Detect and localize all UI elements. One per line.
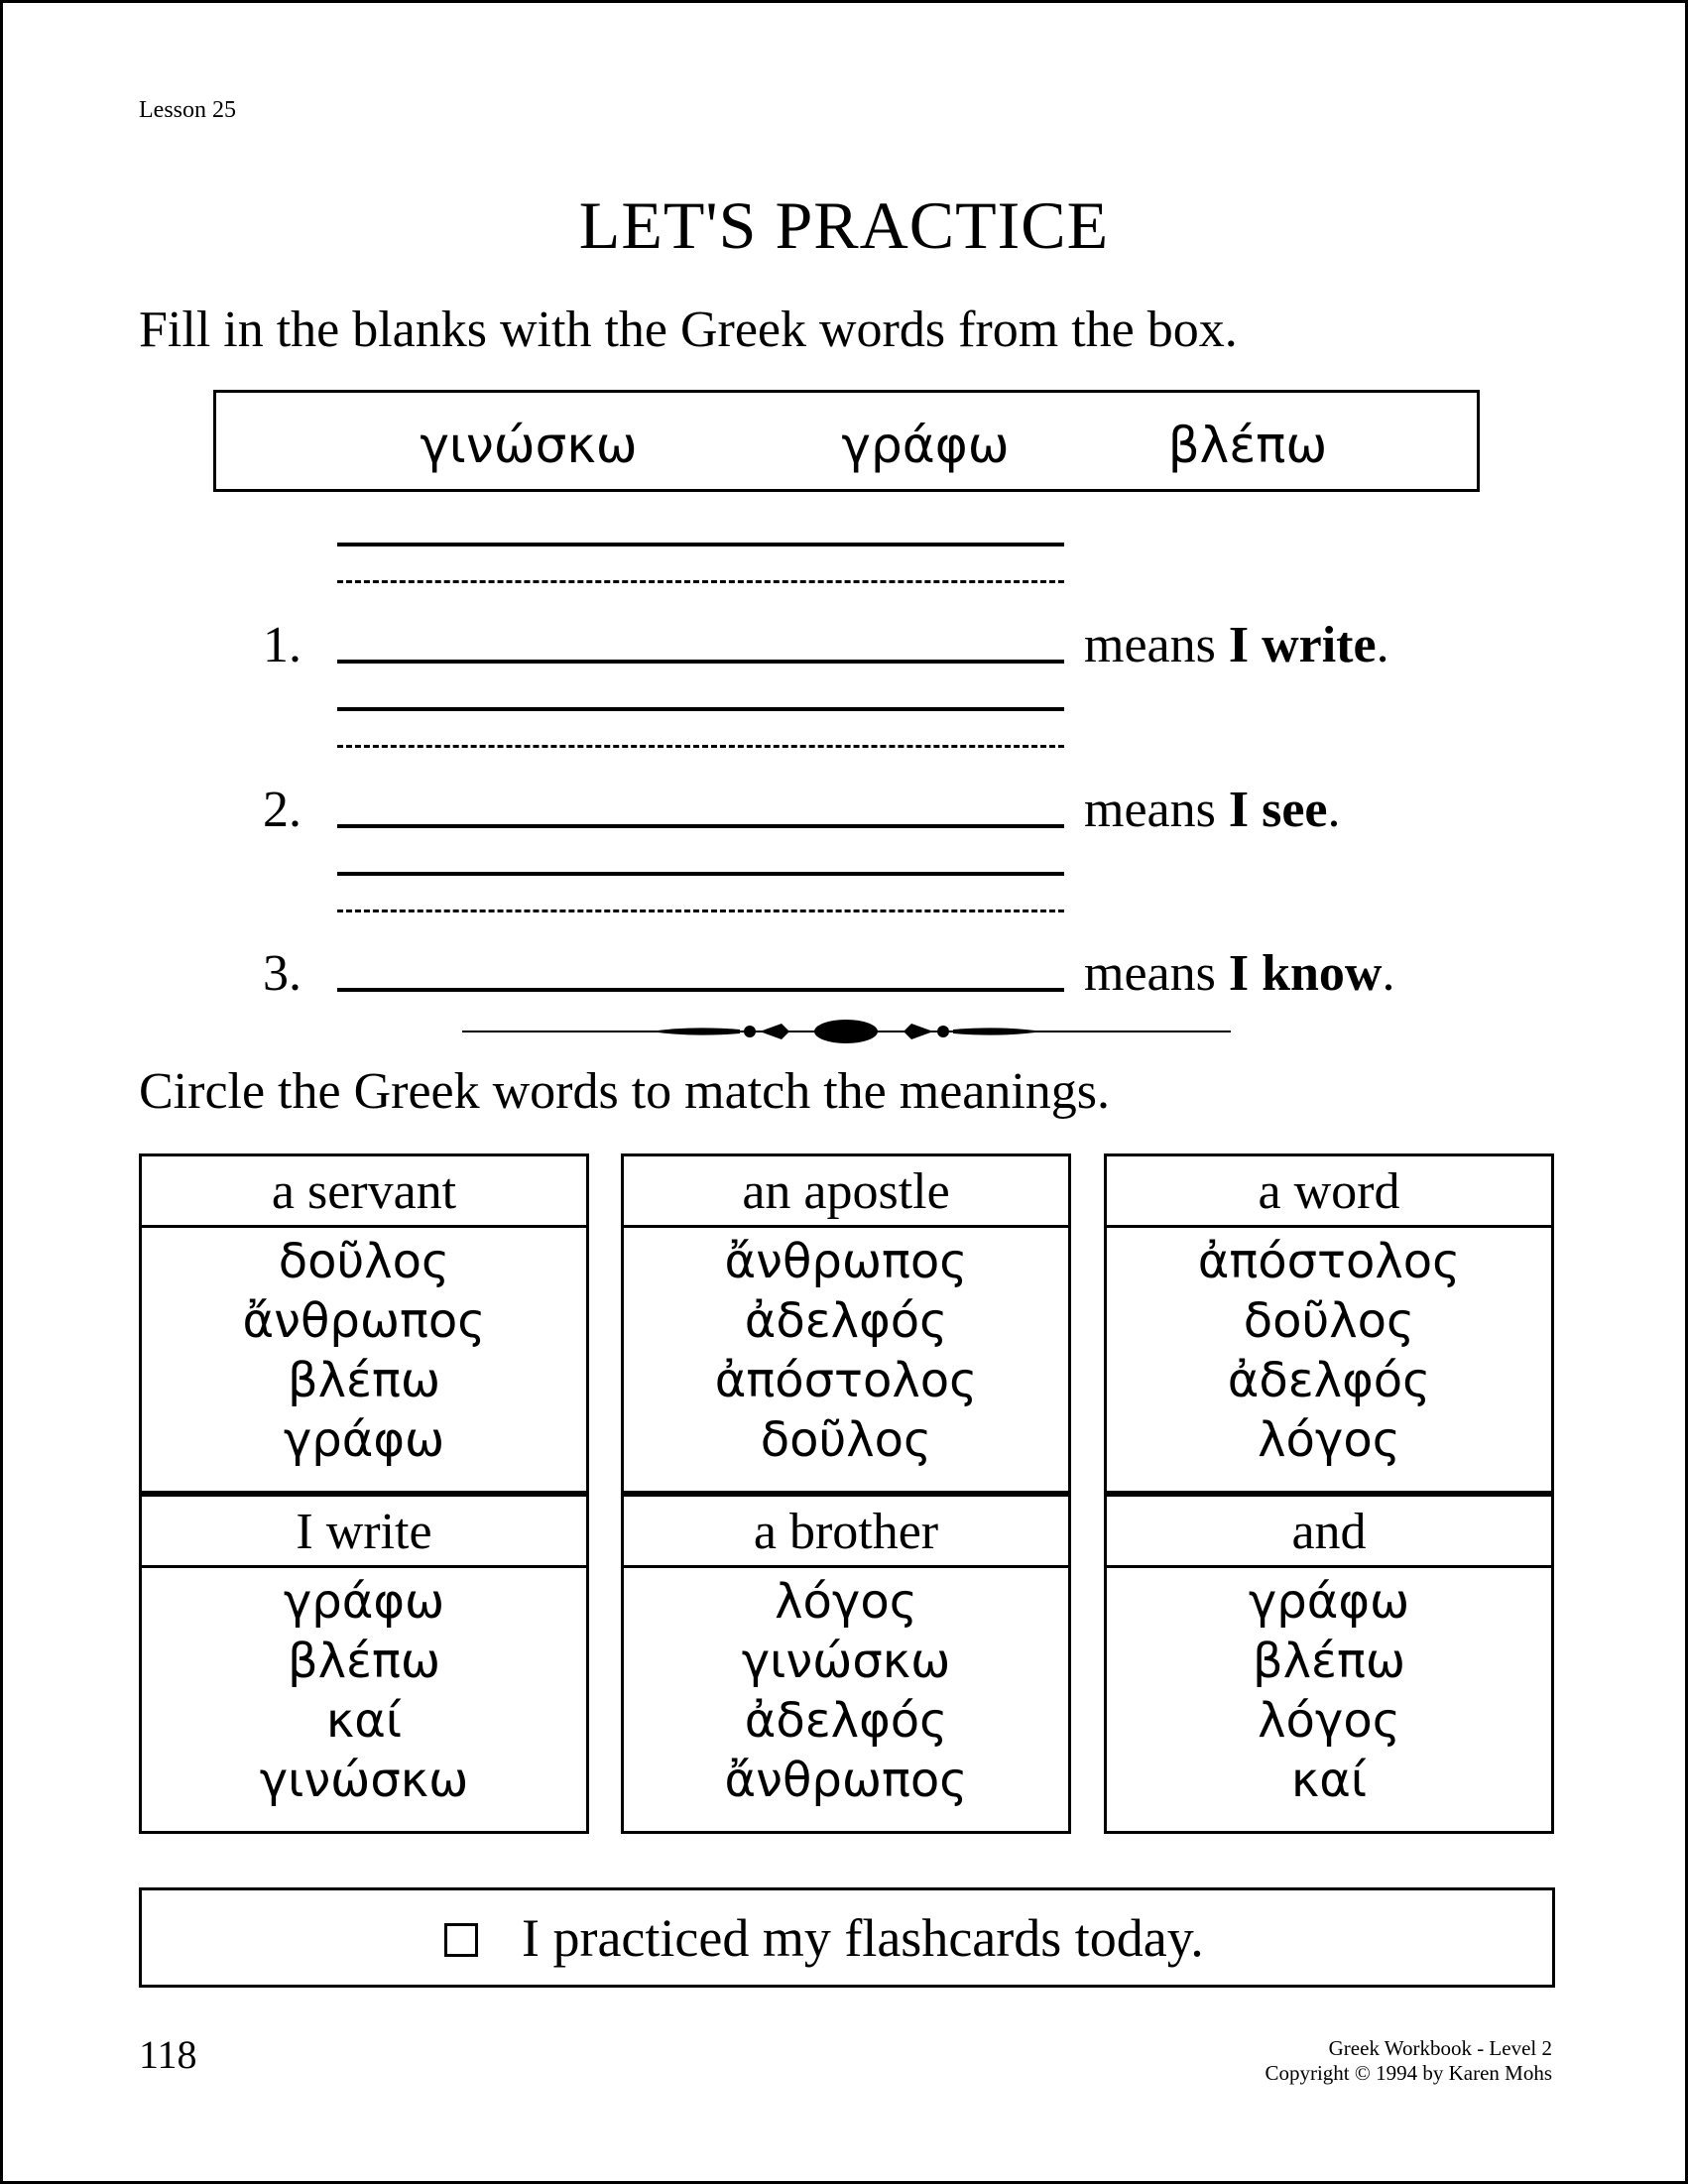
fill-in-instruction: Fill in the blanks with the Greek words from the box. (139, 302, 1238, 358)
match-card (139, 1494, 589, 1834)
word-bank-box (213, 390, 1480, 492)
greek-option[interactable]: γράφω (283, 1412, 445, 1468)
flashcard-checkbox[interactable] (444, 1923, 478, 1957)
card-meaning: a servant (142, 1156, 586, 1228)
greek-option[interactable]: ἄνθρωπος (242, 1293, 486, 1349)
greek-option[interactable]: ἄνθρωπος (724, 1753, 968, 1808)
greek-option[interactable]: βλέπω (1252, 1634, 1406, 1689)
card-meaning: a brother (624, 1497, 1068, 1568)
match-card (1104, 1153, 1554, 1494)
item-meaning: means I see. (1084, 782, 1341, 838)
greek-option[interactable]: βλέπω (287, 1634, 441, 1689)
greek-option[interactable]: ἀδελφός (744, 1293, 948, 1349)
word-bank-word: βλέπω (1167, 417, 1328, 474)
lesson-label: Lesson 25 (139, 97, 236, 123)
greek-option[interactable]: ἀδελφός (744, 1693, 948, 1749)
greek-option[interactable]: δοῦλος (760, 1412, 932, 1468)
greek-option[interactable]: δοῦλος (1243, 1293, 1415, 1349)
item-number: 2. (263, 782, 301, 838)
guide-line-dashed (337, 910, 1064, 912)
greek-option[interactable]: γινώσκω (259, 1753, 469, 1808)
word-bank-word: γινώσκω (420, 417, 638, 474)
item-meaning: means I write. (1084, 617, 1389, 673)
circle-instruction: Circle the Greek words to match the meanings. (139, 1063, 1111, 1120)
greek-option[interactable]: λόγος (775, 1574, 917, 1630)
guide-line-top (337, 872, 1064, 876)
copyright: Copyright © 1994 by Karen Mohs (1265, 2061, 1552, 2085)
guide-line-top (337, 707, 1064, 711)
greek-option[interactable]: λόγος (1258, 1693, 1400, 1749)
guide-line-dashed (337, 580, 1064, 583)
greek-option[interactable]: δοῦλος (278, 1234, 450, 1289)
answer-blank-2[interactable] (337, 824, 1064, 828)
flashcard-practice-box (139, 1887, 1555, 1988)
word-bank-word: γράφω (841, 417, 1010, 474)
card-meaning: I write (142, 1497, 586, 1568)
match-card (621, 1494, 1071, 1834)
greek-option[interactable]: ἀπόστολος (714, 1353, 978, 1408)
greek-option[interactable]: γινώσκω (741, 1634, 951, 1689)
item-number: 1. (263, 617, 301, 673)
match-card (139, 1153, 589, 1494)
greek-option[interactable]: γράφω (283, 1574, 445, 1630)
answer-blank-1[interactable] (337, 660, 1064, 664)
page-number: 118 (139, 2032, 197, 2077)
guide-line-dashed (337, 745, 1064, 748)
book-title: Greek Workbook - Level 2 (1328, 2036, 1552, 2060)
flashcard-label: I practiced my flashcards today. (522, 1908, 1204, 1968)
card-meaning: an apostle (624, 1156, 1068, 1228)
answer-blank-3[interactable] (337, 988, 1064, 992)
page-title: LET'S PRACTICE (578, 187, 1110, 263)
greek-option[interactable]: καί (325, 1693, 403, 1749)
guide-line-top (337, 543, 1064, 546)
greek-option[interactable]: καί (1290, 1753, 1368, 1808)
item-meaning: means I know. (1084, 945, 1395, 1002)
greek-option[interactable]: λόγος (1258, 1412, 1400, 1468)
ornamental-divider (462, 1017, 1231, 1046)
footer-credit (1265, 2036, 1552, 2086)
match-card (1104, 1494, 1554, 1834)
match-card (621, 1153, 1071, 1494)
card-meaning: a word (1107, 1156, 1551, 1228)
greek-option[interactable]: ἄνθρωπος (724, 1234, 968, 1289)
greek-option[interactable]: ἀπόστολος (1197, 1234, 1461, 1289)
greek-option[interactable]: βλέπω (287, 1353, 441, 1408)
card-meaning: and (1107, 1497, 1551, 1568)
greek-option[interactable]: ἀδελφός (1227, 1353, 1431, 1408)
greek-option[interactable]: γράφω (1248, 1574, 1410, 1630)
item-number: 3. (263, 945, 301, 1002)
